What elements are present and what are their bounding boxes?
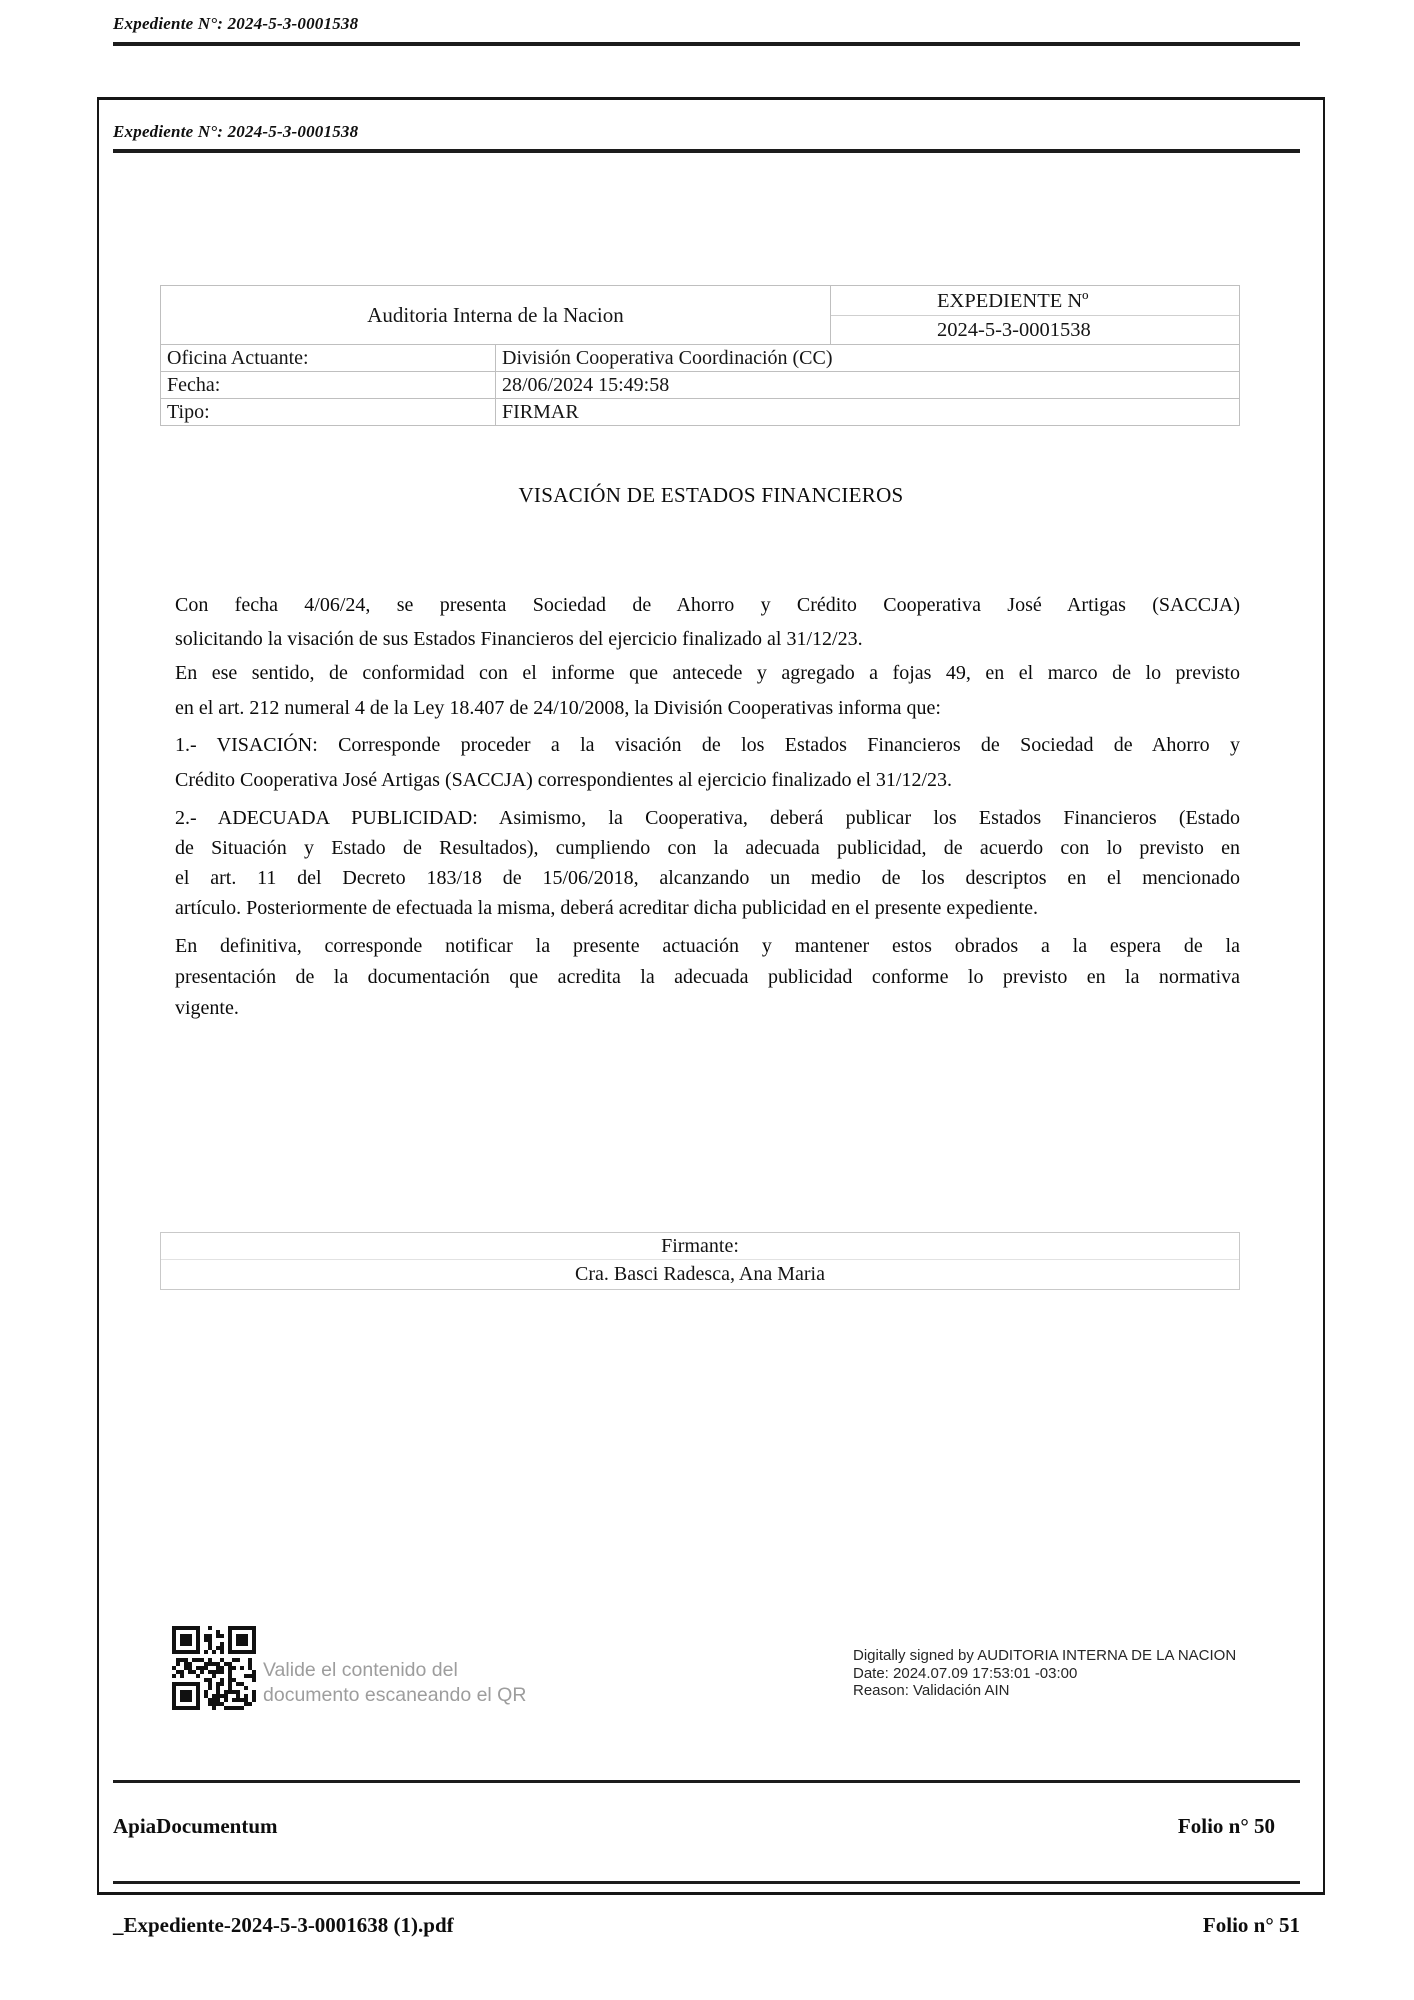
row-label-fecha: Fecha: xyxy=(161,372,496,399)
inner-header-rule xyxy=(113,149,1300,153)
row-value-fecha: 28/06/2024 15:49:58 xyxy=(496,372,1240,399)
row-value-tipo: FIRMAR xyxy=(496,399,1240,426)
signer-label: Firmante: xyxy=(161,1233,1239,1260)
app-name: ApiaDocumentum xyxy=(113,1814,278,1838)
body-line: 2.- ADECUADA PUBLICIDAD: Asimismo, la Cooperativa, deberá publicar los Estados Financieros (Estado xyxy=(175,807,1240,829)
body-line: Con fecha 4/06/24, se presenta Sociedad de Ahorro y Crédito Cooperativa José Artigas (SACCJA) xyxy=(175,594,1240,616)
body-line: solicitando la visación de sus Estados Financieros del ejercicio finalizado al 31/12/23. xyxy=(175,628,863,650)
paragraph-4 xyxy=(175,803,1240,923)
pdf-file-name: _Expediente-2024-5-3-0001638 (1).pdf xyxy=(113,1913,454,1937)
signer-box xyxy=(160,1232,1240,1290)
digital-signature-block xyxy=(853,1647,1333,1700)
expediente-title: EXPEDIENTE Nº xyxy=(831,286,1239,316)
document-title: VISACIÓN DE ESTADOS FINANCIEROS xyxy=(518,483,904,507)
body-line: el art. 11 del Decreto 183/18 de 15/06/2018, alcanzando un medio de los descriptos en el mencionado xyxy=(175,867,1240,889)
inner-expediente-header: Expediente N°: 2024-5-3-0001538 xyxy=(113,122,359,141)
inner-footer-rule xyxy=(113,1780,1300,1783)
expediente-info-table xyxy=(160,285,1240,426)
body-line: Crédito Cooperativa José Artigas (SACCJA) correspondientes al ejercicio finalizado el 31/12/23. xyxy=(175,769,953,791)
body-line: artículo. Posteriormente de efectuada la misma, deberá acreditar dicha publicidad en el presente expediente. xyxy=(175,897,1038,919)
expediente-cell xyxy=(831,286,1240,345)
paragraph-5 xyxy=(175,931,1240,1024)
paragraph-1 xyxy=(175,588,1240,656)
outer-folio-number: Folio n° 51 xyxy=(1202,1913,1300,1937)
body-line: de Situación y Estado de Resultados), cumpliendo con la adecuada publicidad, de acuerdo con lo previsto en xyxy=(175,837,1240,859)
body-line: En ese sentido, de conformidad con el informe que antecede y agregado a fojas 49, en el marco de lo previsto xyxy=(175,662,1240,684)
paragraph-3 xyxy=(175,728,1240,798)
qr-caption xyxy=(263,1658,593,1708)
organization-name: Auditoria Interna de la Nacion xyxy=(161,286,831,345)
expediente-number: 2024-5-3-0001538 xyxy=(937,319,1091,341)
inner-folio-number: Folio n° 50 xyxy=(1177,1814,1275,1838)
qr-caption-line: Valide el contenido del xyxy=(263,1659,458,1681)
qr-code-icon xyxy=(172,1626,256,1710)
row-label-oficina: Oficina Actuante: xyxy=(161,345,496,372)
signer-name: Cra. Basci Radesca, Ana Maria xyxy=(575,1263,825,1285)
body-line: en el art. 212 numeral 4 de la Ley 18.407 de 24/10/2008, la División Cooperativas informa que: xyxy=(175,697,941,719)
outer-footer-rule xyxy=(113,1881,1300,1884)
outer-header-rule xyxy=(113,42,1300,46)
body-line: vigente. xyxy=(175,997,239,1019)
qr-caption-line: documento escaneando el QR xyxy=(263,1684,527,1706)
outer-expediente-header: Expediente N°: 2024-5-3-0001538 xyxy=(113,14,359,33)
body-line: 1.- VISACIÓN: Corresponde proceder a la visación de los Estados Financieros de Sociedad de Ahorro y xyxy=(175,734,1240,756)
row-label-tipo: Tipo: xyxy=(161,399,496,426)
digital-signature-date: Date: 2024.07.09 17:53:01 -03:00 xyxy=(853,1664,1078,1682)
digital-signature-signer: Digitally signed by AUDITORIA INTERNA DE LA NACION xyxy=(853,1647,1237,1664)
paragraph-2 xyxy=(175,656,1240,726)
row-value-oficina: División Cooperativa Coordinación (CC) xyxy=(496,345,1240,372)
body-line: En definitiva, corresponde notificar la presente actuación y mantener estos obrados a la espera de la xyxy=(175,935,1240,957)
body-line: presentación de la documentación que acredita la adecuada publicidad conforme lo previsto en la normativa xyxy=(175,966,1240,988)
digital-signature-reason: Reason: Validación AIN xyxy=(853,1682,1010,1699)
